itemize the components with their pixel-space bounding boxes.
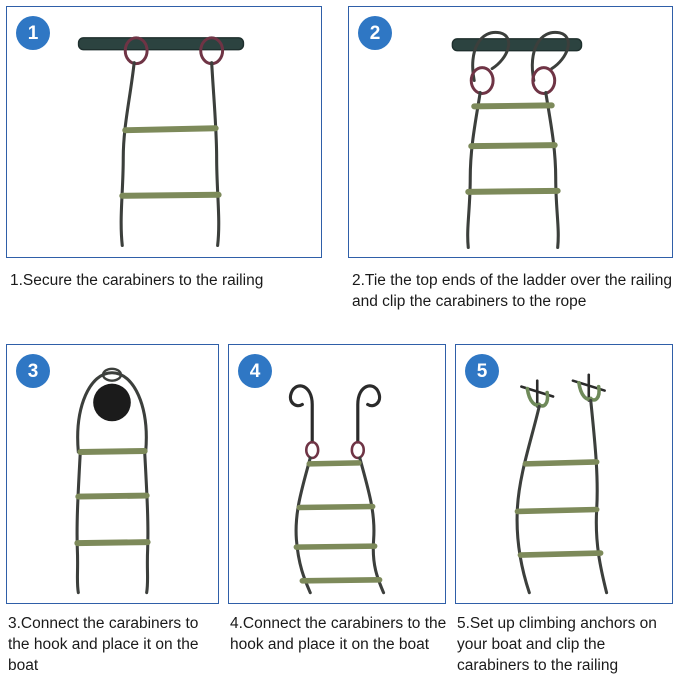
step-badge-5: 5 (465, 354, 499, 388)
step-panel-1 (6, 6, 322, 258)
step-caption-2: 2.Tie the top ends of the ladder over the railing and clip the carabiners to the rope (352, 272, 672, 310)
step-badge-4: 4 (238, 354, 272, 388)
step-panel-3 (6, 344, 219, 604)
step-badge-3: 3 (16, 354, 50, 388)
step-caption-1: 1.Secure the carabiners to the railing (10, 272, 264, 289)
step-panel-5 (455, 344, 673, 604)
step-badge-1: 1 (16, 16, 50, 50)
step-caption-3: 3.Connect the carabiners to the hook and place it on the boat (8, 615, 199, 674)
step-caption-5: 5.Set up climbing anchors on your boat and clip the carabiners to the railing (457, 615, 657, 674)
ladder-hanging-from-railing-with-carabiners-illustration (7, 7, 321, 257)
step-panel-4 (228, 344, 446, 604)
step-panel-2 (348, 6, 673, 258)
ladder-tied-over-railing-with-carabiners-illustration (349, 7, 672, 257)
step-caption-4: 4.Connect the carabiners to the hook and place it on the boat (230, 615, 447, 653)
step-badge-2: 2 (358, 16, 392, 50)
